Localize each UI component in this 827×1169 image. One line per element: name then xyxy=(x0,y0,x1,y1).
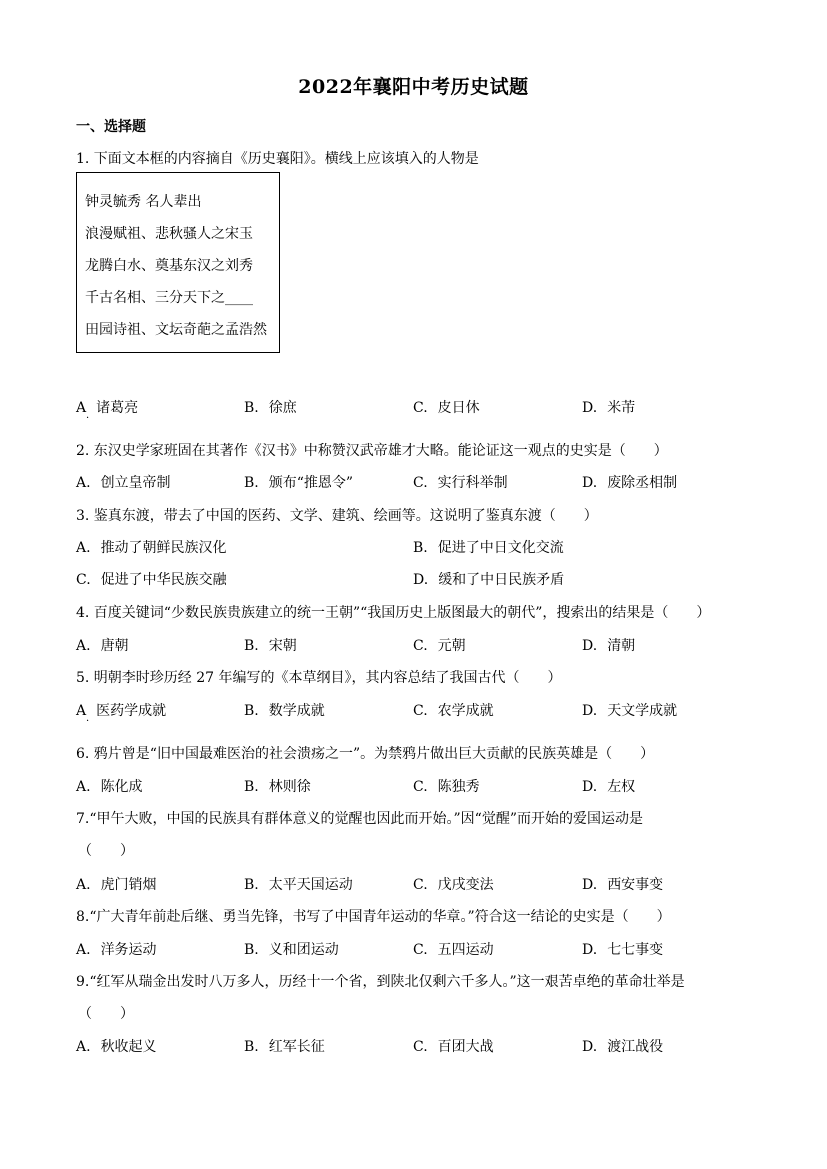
question-8-stem: 8.“广大青年前赴后继、勇当先锋，书写了中国青年运动的华章。”符合这一结论的史实是（ ） xyxy=(76,909,671,925)
q6-option-b[interactable]: B. 林则徐 xyxy=(244,779,311,795)
q1-option-d[interactable]: D. 米芾 xyxy=(582,400,636,416)
q6-option-c[interactable]: C. 陈独秀 xyxy=(413,779,480,795)
q2-option-b[interactable]: B. 颁布“推恩令” xyxy=(244,475,354,491)
q2-option-c[interactable]: C. 实行科举制 xyxy=(413,475,508,491)
q9-option-b[interactable]: B. 红军长征 xyxy=(244,1039,325,1055)
q8-option-d[interactable]: D. 七七事变 xyxy=(582,942,664,958)
q7-option-d[interactable]: D. 西安事变 xyxy=(582,877,664,893)
q8-option-b[interactable]: B. 义和团运动 xyxy=(244,942,339,958)
q6-option-d[interactable]: D. 左权 xyxy=(582,779,636,795)
q2-option-a[interactable]: A. 创立皇帝制 xyxy=(76,475,171,491)
q5-option-d[interactable]: D. 天文学成就 xyxy=(582,703,678,719)
quote-line-2: 浪漫赋祖、悲秋骚人之宋玉 xyxy=(85,226,253,242)
quote-line-3: 龙腾白水、奠基东汉之刘秀 xyxy=(85,258,253,274)
q8-option-a[interactable]: A. 洋务运动 xyxy=(76,942,157,958)
q8-option-c[interactable]: C. 五四运动 xyxy=(413,942,494,958)
q9-option-d[interactable]: D. 渡江战役 xyxy=(582,1039,664,1055)
q7-option-b[interactable]: B. 太平天国运动 xyxy=(244,877,353,893)
q5-option-c[interactable]: C. 农学成就 xyxy=(413,703,494,719)
question-7-stem: 7.“甲午大败，中国的民族具有群体意义的觉醒也因此而开始。”因“觉醒”而开始的爱国运动是 xyxy=(76,811,643,827)
question-5-stem: 5. 明朝李时珍历经 27 年编写的《本草纲目》，其内容总结了我国古代（ ） xyxy=(76,670,562,686)
q9-option-c[interactable]: C. 百团大战 xyxy=(413,1039,494,1055)
q7-option-c[interactable]: C. 戊戌变法 xyxy=(413,877,494,893)
q7-option-a[interactable]: A. 虎门销烟 xyxy=(76,877,157,893)
q5-option-a[interactable]: A 医药学成就 xyxy=(76,703,167,719)
question-1-stem: 1. 下面文本框的内容摘自《历史襄阳》。横线上应该填入的人物是 xyxy=(76,151,479,167)
q3-option-d[interactable]: D. 缓和了中日民族矛盾 xyxy=(413,572,565,588)
q4-option-b[interactable]: B. 宋朝 xyxy=(244,638,297,654)
section-heading: 一、选择题 xyxy=(76,119,146,135)
question-3-stem: 3. 鉴真东渡，带去了中国的医药、文学、建筑、绘画等。这说明了鉴真东渡（ ） xyxy=(76,508,598,524)
q3-option-c[interactable]: C. 促进了中华民族交融 xyxy=(76,572,227,588)
quote-line-1: 钟灵毓秀 名人辈出 xyxy=(85,194,202,210)
q4-option-a[interactable]: A. 唐朝 xyxy=(76,638,129,654)
q4-option-d[interactable]: D. 清朝 xyxy=(582,638,636,654)
question-7-answer-bracket: （ ） xyxy=(78,843,134,859)
q5-option-b[interactable]: B. 数学成就 xyxy=(244,703,325,719)
question-9-stem: 9.“红军从瑞金出发时八万多人，历经十一个省，到陕北仅剩六千多人。”这一艰苦卓绝的革命壮举是 xyxy=(76,974,685,990)
question-9-answer-bracket: （ ） xyxy=(78,1006,134,1022)
quote-box xyxy=(76,172,280,353)
page-title: 2022年襄阳中考历史试题 xyxy=(298,76,529,98)
q1-option-a[interactable]: A 诸葛亮 xyxy=(76,400,139,416)
option-dot-mark: · xyxy=(86,716,90,727)
option-dot-mark: · xyxy=(86,413,90,424)
question-2-stem: 2. 东汉史学家班固在其著作《汉书》中称赞汉武帝雄才大略。能论证这一观点的史实是（ ） xyxy=(76,443,668,459)
question-6-stem: 6. 鸦片曾是“旧中国最难医治的社会溃疡之一”。为禁鸦片做出巨大贡献的民族英雄是（ ） xyxy=(76,746,655,762)
q1-option-b[interactable]: B. 徐庶 xyxy=(244,400,297,416)
q3-option-b[interactable]: B. 促进了中日文化交流 xyxy=(413,540,564,556)
question-4-stem: 4. 百度关键词“少数民族贵族建立的统一王朝”“我国历史上版图最大的朝代”，搜索出的结果是（ ） xyxy=(76,605,711,621)
quote-line-4: 千古名相、三分天下之____ xyxy=(85,290,253,306)
q6-option-a[interactable]: A. 陈化成 xyxy=(76,779,143,795)
q9-option-a[interactable]: A. 秋收起义 xyxy=(76,1039,157,1055)
q4-option-c[interactable]: C. 元朝 xyxy=(413,638,466,654)
q3-option-a[interactable]: A. 推动了朝鲜民族汉化 xyxy=(76,540,227,556)
q1-option-c[interactable]: C. 皮日休 xyxy=(413,400,480,416)
q2-option-d[interactable]: D. 废除丞相制 xyxy=(582,475,678,491)
quote-line-5: 田园诗祖、文坛奇葩之孟浩然 xyxy=(85,322,267,338)
